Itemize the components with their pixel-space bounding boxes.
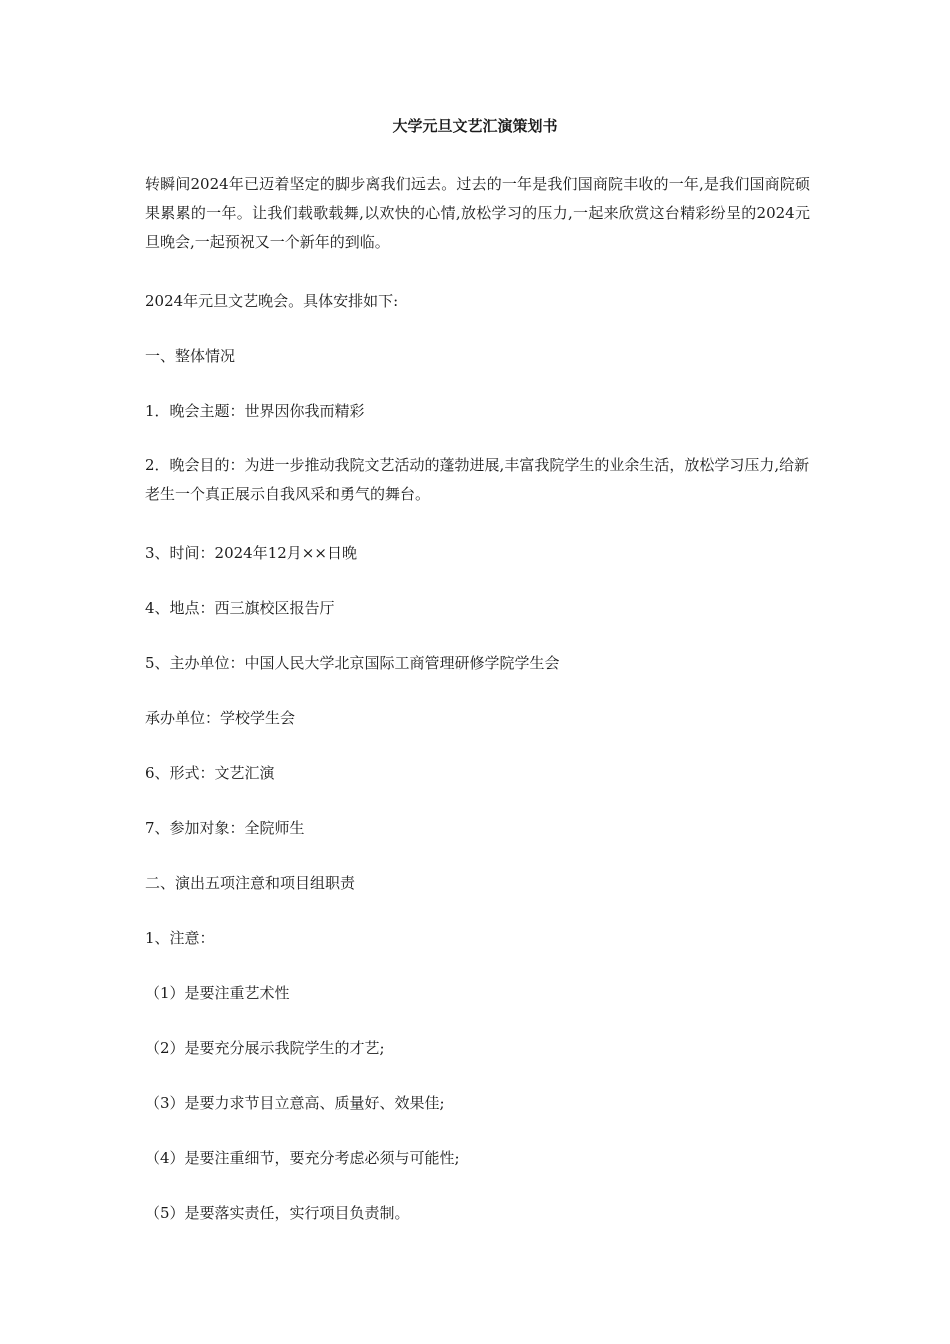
note-item-1: （1）是要注重艺术性	[145, 984, 290, 1002]
note-item-5: （5）是要落实责任，实行项目负责制。	[145, 1204, 410, 1222]
item-location: 4、地点：西三旗校区报告厅	[145, 599, 335, 617]
item-time: 3、时间：2024年12月××日晚	[145, 544, 357, 562]
co-organizer: 承办单位：学校学生会	[145, 709, 296, 727]
document-title: 大学元旦文艺汇演策划书	[392, 117, 558, 135]
item-purpose: 2．晚会目的：为进一步推动我院文艺活动的蓬勃进展,丰富我院学生的业余生活，放松学习压力,给新老生一个真正展示自我风采和勇气的舞台。	[145, 456, 810, 503]
item-host: 5、主办单位：中国人民大学北京国际工商管理研修学院学生会	[145, 654, 560, 672]
section1-heading: 一、整体情况	[145, 347, 236, 365]
notes-heading: 1、注意：	[145, 929, 215, 947]
item-theme: 1．晚会主题：世界因你我而精彩	[145, 402, 365, 420]
section2-heading: 二、演出五项注意和项目组职责	[145, 874, 356, 892]
intro-paragraph: 转瞬间2024年已迈着坚定的脚步离我们远去。过去的一年是我们国商院丰收的一年,是我们国商院硕果累累的一年。让我们载歌载舞,以欢快的心情,放松学习的压力,一起来欣赏这台精彩纷呈的2024元旦晚会,一起预祝又一个新年的到临。	[145, 175, 810, 251]
note-item-2: （2）是要充分展示我院学生的才艺;	[145, 1039, 385, 1057]
note-item-3: （3）是要力求节目立意高、质量好、效果佳;	[145, 1094, 445, 1112]
item-participants: 7、参加对象：全院师生	[145, 819, 305, 837]
item-format: 6、形式：文艺汇演	[145, 764, 275, 782]
note-item-4: （4）是要注重细节，要充分考虑必须与可能性;	[145, 1149, 460, 1167]
arrangement-line: 2024年元旦文艺晚会。具体安排如下:	[145, 292, 399, 310]
